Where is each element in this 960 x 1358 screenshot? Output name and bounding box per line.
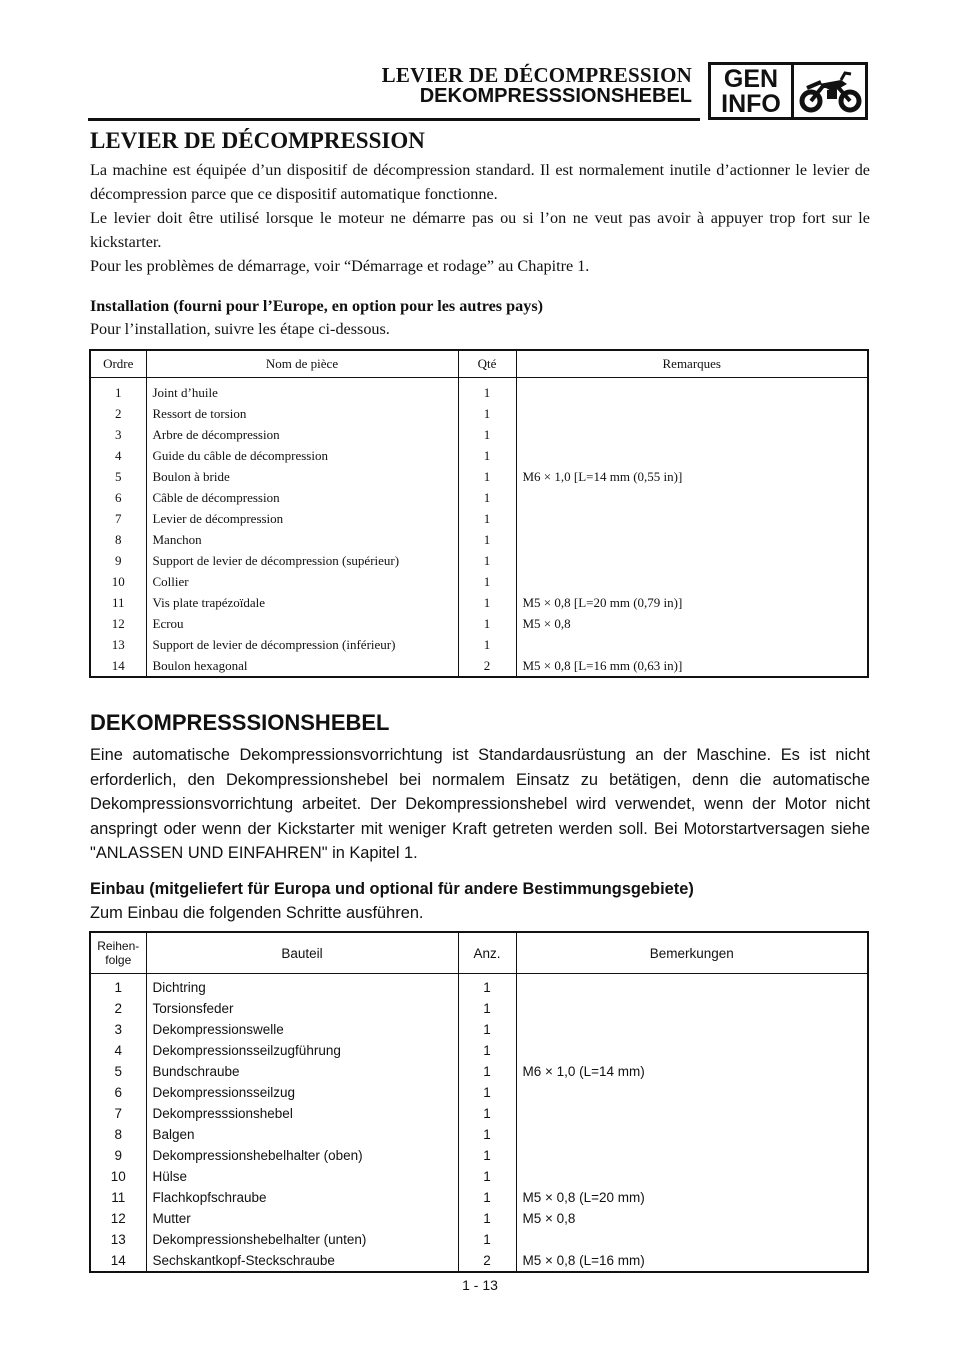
cell-part-name: Ecrou [146,613,458,634]
cell-order: 2 [90,403,146,424]
cell-part-name: Arbre de décompression [146,424,458,445]
cell-order: 11 [90,1187,146,1208]
col-header-qty: Anz. [458,932,516,974]
paragraph-de-1: Eine automatische Dekompressionsvorrichtung ist Standardausrüstung an der Maschine. Es ist nicht erforderlich, den Dekompressionshebel bei normalem Einsatz zu betätigen, denn die automatische Dekompressionsvorrichtung arbeitet. Der Dekompressionshebel wird verwendet, wenn der Motor nicht anspringt oder wenn der Kickstarter mit weniger Kraft getreten werden soll. Bei Motorstartversagen siehe "ANLASSEN UND EINFAHREN" in Kapitel 1. [90,746,870,862]
cell-remarks [516,1103,868,1124]
cell-part-name: Mutter [146,1208,458,1229]
cell-remarks [516,1145,868,1166]
table-row [90,424,868,445]
cell-part-name: Flachkopfschraube [146,1187,458,1208]
table-row [90,1019,868,1040]
header-rule [88,118,700,121]
cell-order: 8 [90,529,146,550]
table-row [90,487,868,508]
cell-qty: 1 [458,1061,516,1082]
paragraph-fr-1: La machine est équipée d’un dispositif de décompression standard. Il est normalement inutile d’actionner le levier de décompression parce que ce dispositif automatique fonctionne. [90,161,870,203]
cell-part-name: Manchon [146,529,458,550]
table-row [90,1166,868,1187]
cell-order: 6 [90,1082,146,1103]
cell-order: 9 [90,550,146,571]
table-header-row [90,350,868,378]
cell-remarks [516,378,868,404]
cell-remarks: M5 × 0,8 [522,615,571,631]
cell-remarks [516,1082,868,1103]
section-heading-de: DEKOMPRESSSIONSHEBEL [90,710,390,735]
cell-part-name: Dekompressionsseilzug [146,1082,458,1103]
col-header-qty: Qté [458,350,516,378]
section-label-info: INFO [721,90,781,118]
cell-remarks [516,634,868,655]
cell-order: 12 [90,613,146,634]
cell-order: 11 [90,592,146,613]
col-header-order: Ordre [90,350,146,378]
cell-order: 12 [90,1208,146,1229]
cell-remarks [516,571,868,592]
section-badge-divider [791,65,794,117]
cell-part-name: Sechskantkopf-Steckschraube [146,1250,458,1272]
cell-qty: 1 [458,1124,516,1145]
cell-remarks [516,529,868,550]
cell-qty: 1 [458,613,516,634]
col-header-order-line2: folge [105,953,132,967]
cell-order: 4 [90,445,146,466]
cell-part-name: Joint d’huile [146,378,458,404]
table-header-row [90,932,868,974]
cell-part-name: Balgen [146,1124,458,1145]
cell-qty: 2 [458,1250,516,1272]
cell-part-name: Câble de décompression [146,487,458,508]
cell-remarks: M6 × 1,0 (L=14 mm) [522,1064,645,1079]
cell-qty: 1 [458,1208,516,1229]
install-title-de: Einbau (mitgeliefert für Europa und optional für andere Bestimmungsgebiete) [90,880,694,898]
paragraph-fr-2: Le levier doit être utilisé lorsque le moteur ne démarre pas ou si l’on ne veut pas avoir à appuyer trop fort sur le kickstarter. [90,209,870,251]
cell-qty: 1 [458,998,516,1019]
cell-remarks [516,1124,868,1145]
install-title-fr: Installation (fourni pour l’Europe, en option pour les autres pays) [90,297,544,315]
cell-qty: 1 [458,403,516,424]
cell-remarks [516,424,868,445]
header-title-fr: LEVIER DE DÉCOMPRESSION [381,63,692,87]
cell-remarks [516,1019,868,1040]
cell-qty: 1 [458,634,516,655]
cell-order: 8 [90,1124,146,1145]
cell-order: 2 [90,998,146,1019]
cell-part-name: Support de levier de décompression (inférieur) [146,634,458,655]
cell-part-name: Torsionsfeder [146,998,458,1019]
cell-remarks: M6 × 1,0 [L=14 mm (0,55 in)] [522,468,683,484]
table-row [90,550,868,571]
table-row [90,1208,868,1229]
table-row [90,1103,868,1124]
cell-order: 3 [90,1019,146,1040]
table-row [90,634,868,655]
cell-order: 14 [90,655,146,677]
cell-part-name: Levier de décompression [146,508,458,529]
cell-part-name: Support de levier de décompression (supérieur) [146,550,458,571]
table-row [90,508,868,529]
motorcycle-icon [797,68,865,116]
table-row [90,974,868,999]
cell-qty: 2 [458,655,516,677]
table-row [90,655,868,677]
cell-qty: 1 [458,1229,516,1250]
col-header-order-line1: Reihen- [97,939,140,953]
cell-order: 14 [90,1250,146,1272]
cell-order: 13 [90,634,146,655]
cell-part-name: Collier [146,571,458,592]
cell-order: 7 [90,508,146,529]
cell-part-name: Dekompressionsseilzugführung [146,1040,458,1061]
cell-remarks [516,1040,868,1061]
section-label-gen: GEN [723,65,779,93]
cell-remarks [516,403,868,424]
cell-remarks: M5 × 0,8 [L=16 mm (0,63 in)] [522,657,683,673]
paragraph-fr-3: Pour les problèmes de démarrage, voir “Démarrage et rodage” au Chapitre 1. [90,257,590,275]
cell-part-name: Hülse [146,1166,458,1187]
cell-qty: 1 [458,487,516,508]
cell-order: 3 [90,424,146,445]
cell-part-name: Ressort de torsion [146,403,458,424]
cell-remarks [516,550,868,571]
cell-qty: 1 [458,466,516,487]
cell-remarks: M5 × 0,8 [522,1211,576,1226]
cell-qty: 1 [458,1019,516,1040]
table-row [90,998,868,1019]
cell-order: 10 [90,1166,146,1187]
install-text-de: Zum Einbau die folgenden Schritte ausführen. [90,904,424,922]
cell-qty: 1 [458,378,516,404]
cell-part-name: Dekompresssionshebel [146,1103,458,1124]
table-row [90,592,868,613]
cell-remarks [516,508,868,529]
cell-order: 7 [90,1103,146,1124]
cell-remarks [516,1166,868,1187]
table-row [90,1229,868,1250]
cell-order: 5 [90,1061,146,1082]
parts-table-de [89,931,869,1273]
cell-order: 4 [90,1040,146,1061]
cell-qty: 1 [458,1103,516,1124]
cell-remarks: M5 × 0,8 (L=20 mm) [522,1190,645,1205]
cell-qty: 1 [458,1166,516,1187]
cell-qty: 1 [458,571,516,592]
col-header-order [90,932,146,974]
cell-part-name: Dekompressionswelle [146,1019,458,1040]
col-header-remarks: Bemerkungen [516,932,868,974]
cell-order: 1 [90,378,146,404]
cell-qty: 1 [458,529,516,550]
cell-part-name: Vis plate trapézoïdale [146,592,458,613]
install-text-fr: Pour l’installation, suivre les étape ci-dessous. [90,320,390,338]
table-row [90,1145,868,1166]
cell-part-name: Guide du câble de décompression [146,445,458,466]
cell-order: 13 [90,1229,146,1250]
table-row [90,1040,868,1061]
cell-order: 10 [90,571,146,592]
cell-qty: 1 [458,1082,516,1103]
table-row [90,1124,868,1145]
cell-qty: 1 [458,592,516,613]
col-header-part: Nom de pièce [146,350,458,378]
table-row [90,571,868,592]
cell-part-name: Dekompressionshebelhalter (oben) [146,1145,458,1166]
cell-order: 5 [90,466,146,487]
cell-part-name: Boulon hexagonal [146,655,458,677]
cell-remarks [516,487,868,508]
cell-part-name: Dekompressionshebelhalter (unten) [146,1229,458,1250]
cell-part-name: Bundschraube [146,1061,458,1082]
table-row [90,403,868,424]
cell-remarks: M5 × 0,8 [L=20 mm (0,79 in)] [522,594,683,610]
cell-qty: 1 [458,508,516,529]
cell-remarks [516,974,868,999]
cell-order: 9 [90,1145,146,1166]
cell-remarks [516,1229,868,1250]
table-row [90,1082,868,1103]
table-row [90,529,868,550]
cell-qty: 1 [458,550,516,571]
table-row [90,466,868,487]
cell-part-name: Boulon à bride [146,466,458,487]
table-row [90,1250,868,1272]
cell-order: 1 [90,974,146,999]
cell-remarks [516,998,868,1019]
cell-qty: 1 [458,445,516,466]
cell-part-name: Dichtring [146,974,458,999]
table-row [90,1061,868,1082]
cell-qty: 1 [458,1145,516,1166]
section-badge [708,62,868,120]
parts-table-fr [89,349,869,678]
section-heading-fr: LEVIER DE DÉCOMPRESSION [90,128,425,153]
page-number: 1 - 13 [462,1277,498,1293]
cell-remarks: M5 × 0,8 (L=16 mm) [522,1253,645,1268]
cell-qty: 1 [458,974,516,999]
table-row [90,1187,868,1208]
cell-qty: 1 [458,1187,516,1208]
cell-qty: 1 [458,1040,516,1061]
col-header-remarks: Remarques [516,350,868,378]
col-header-part: Bauteil [146,932,458,974]
table-row [90,613,868,634]
cell-order: 6 [90,487,146,508]
cell-qty: 1 [458,424,516,445]
table-row [90,445,868,466]
cell-remarks [516,445,868,466]
table-row [90,378,868,404]
header-title-de: DEKOMPRESSSIONSHEBEL [419,85,692,107]
